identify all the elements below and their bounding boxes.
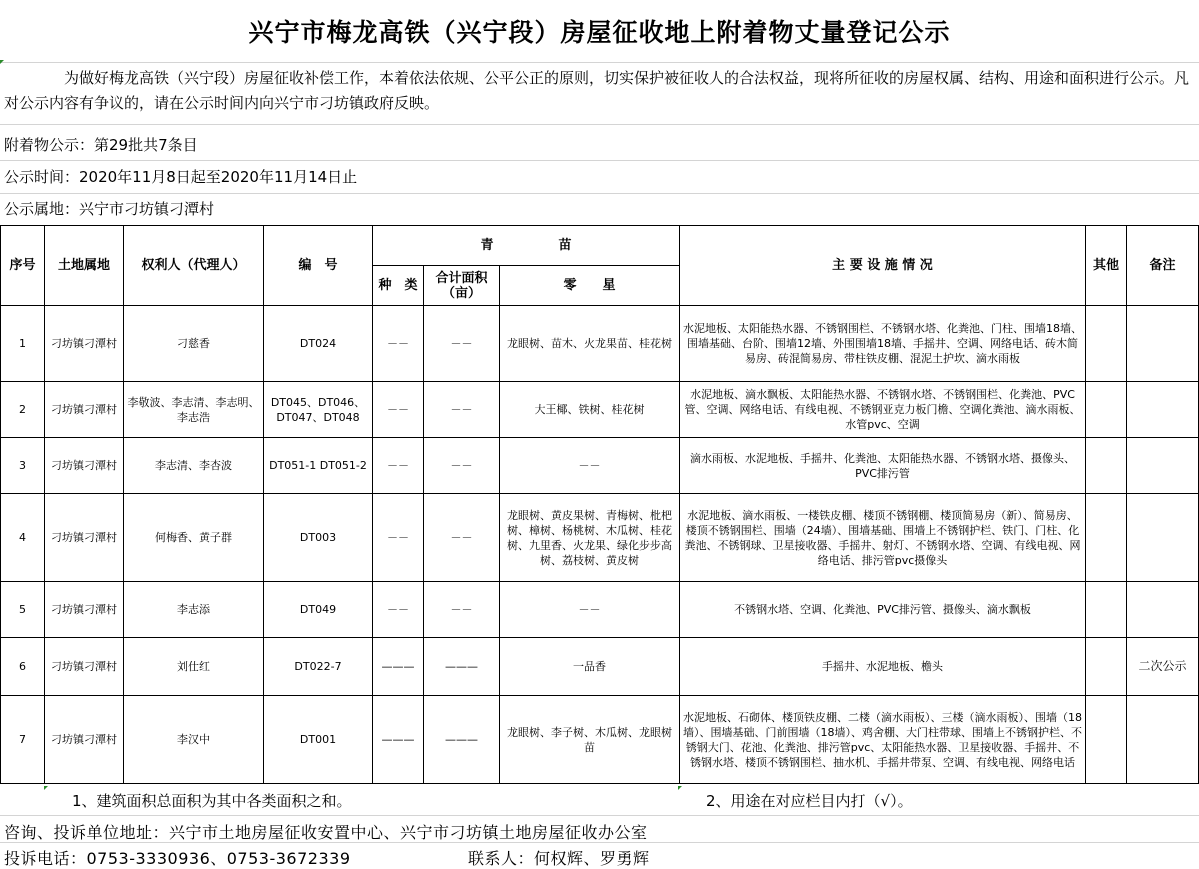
cell-species: －－ bbox=[373, 582, 424, 638]
period-info: 公示时间：2020年11月8日起至2020年11月14日止 bbox=[4, 168, 358, 186]
location-info: 公示属地：兴宁市刁坊镇刁潭村 bbox=[4, 200, 215, 218]
cell-species: －－ bbox=[373, 306, 424, 382]
cell-land: 刁坊镇刁潭村 bbox=[45, 306, 124, 382]
cell-area: －－ bbox=[424, 582, 500, 638]
registration-table bbox=[0, 225, 1199, 784]
cell-other bbox=[1086, 582, 1127, 638]
cell-code: DT001 bbox=[264, 696, 373, 784]
cell-land: 刁坊镇刁潭村 bbox=[45, 638, 124, 696]
cell-owner: 刁慈香 bbox=[124, 306, 264, 382]
page-title: 兴宁市梅龙高铁（兴宁段）房屋征收地上附着物丈量登记公示 bbox=[0, 0, 1199, 63]
cell-owner: 李敬波、李志清、李志明、李志浩 bbox=[124, 382, 264, 438]
table-row bbox=[1, 494, 1199, 582]
cell-scattered: 一品香 bbox=[500, 638, 680, 696]
note-2: 2、用途在对应栏目内打（√）。 bbox=[706, 792, 913, 810]
cell-remark: 二次公示 bbox=[1127, 638, 1199, 696]
note-1: 1、建筑面积总面积为其中各类面积之和。 bbox=[72, 792, 352, 810]
cell-facilities: 手摇井、水泥地板、檐头 bbox=[680, 638, 1086, 696]
cell-facilities: 水泥地板、石砌体、楼顶铁皮棚、二楼（滴水雨板）、三楼（滴水雨板）、围墙（18墙）、围墙基础、门前围墙（18墙）、鸡舍棚、大门柱带球、围墙上不锈钢护栏、不锈钢大门、花池、化粪池、排污管pvc、太阳能热水器、卫星接收器、手摇井、不锈钢水塔、楼顶不锈钢围栏、抽水机、手摇井带泵、空调、有线电视、网络电话 bbox=[680, 696, 1086, 784]
cell-land: 刁坊镇刁潭村 bbox=[45, 582, 124, 638]
header-code: 编 号 bbox=[264, 226, 373, 306]
cell-area: ——— bbox=[424, 638, 500, 696]
table-row bbox=[1, 306, 1199, 382]
cell-remark bbox=[1127, 582, 1199, 638]
cell-index: 3 bbox=[1, 438, 45, 494]
cell-species: －－ bbox=[373, 438, 424, 494]
cell-scattered: －－ bbox=[500, 582, 680, 638]
divider bbox=[0, 124, 1199, 125]
cell-land: 刁坊镇刁潭村 bbox=[45, 382, 124, 438]
cell-facilities: 滴水雨板、水泥地板、手摇井、化粪池、太阳能热水器、不锈钢水塔、摄像头、PVC排污管 bbox=[680, 438, 1086, 494]
cell-remark bbox=[1127, 382, 1199, 438]
footer-contact: 联系人：何权辉、罗勇辉 bbox=[468, 849, 650, 868]
divider bbox=[0, 815, 1199, 816]
cell-index: 6 bbox=[1, 638, 45, 696]
cell-other bbox=[1086, 306, 1127, 382]
cell-species: －－ bbox=[373, 382, 424, 438]
cell-land: 刁坊镇刁潭村 bbox=[45, 494, 124, 582]
divider bbox=[0, 842, 1199, 843]
header-index: 序号 bbox=[1, 226, 45, 306]
footer-address: 咨询、投诉单位地址：兴宁市土地房屋征收安置中心、兴宁市刁坊镇土地房屋征收办公室 bbox=[4, 823, 648, 842]
intro-paragraph: 为做好梅龙高铁（兴宁段）房屋征收补偿工作，本着依法依规、公平公正的原则，切实保护被征收人的合法权益，现将所征收的房屋权属、结构、用途和面积进行公示。凡对公示内容有争议的，请在公示时间内向兴宁市刁坊镇政府反映。 bbox=[4, 69, 1190, 112]
cell-index: 5 bbox=[1, 582, 45, 638]
cell-marker bbox=[0, 60, 4, 64]
header-green: 青 苗 bbox=[373, 226, 680, 266]
cell-remark bbox=[1127, 306, 1199, 382]
header-owner: 权利人（代理人） bbox=[124, 226, 264, 306]
header-land: 土地属地 bbox=[45, 226, 124, 306]
table-row bbox=[1, 696, 1199, 784]
cell-marker bbox=[44, 786, 48, 790]
footer-phone: 投诉电话：0753-3330936、0753-3672339 bbox=[4, 849, 351, 868]
cell-facilities: 不锈钢水塔、空调、化粪池、PVC排污管、摄像头、滴水飘板 bbox=[680, 582, 1086, 638]
cell-other bbox=[1086, 494, 1127, 582]
cell-facilities: 水泥地板、滴水雨板、一楼铁皮棚、楼顶不锈钢棚、楼顶简易房（新）、简易房、楼顶不锈钢围栏、围墙（24墙）、围墙基础、围墙上不锈钢护栏、铁门、门柱、化粪池、不锈钢球、卫星接收器、手摇井、射灯、不锈钢水塔、空调、有线电视、网络电话、排污管pvc摄像头 bbox=[680, 494, 1086, 582]
cell-area: －－ bbox=[424, 382, 500, 438]
batch-info: 附着物公示：第29批共7条目 bbox=[4, 136, 198, 154]
cell-remark bbox=[1127, 696, 1199, 784]
cell-area: －－ bbox=[424, 306, 500, 382]
table-row bbox=[1, 382, 1199, 438]
header-scattered: 零 星 bbox=[500, 266, 680, 306]
cell-scattered: －－ bbox=[500, 438, 680, 494]
header-facilities: 主 要 设 施 情 况 bbox=[680, 226, 1086, 306]
cell-marker bbox=[678, 786, 682, 790]
cell-code: DT022-7 bbox=[264, 638, 373, 696]
cell-owner: 何梅香、黄子群 bbox=[124, 494, 264, 582]
cell-other bbox=[1086, 438, 1127, 494]
header-other: 其他 bbox=[1086, 226, 1127, 306]
cell-index: 7 bbox=[1, 696, 45, 784]
divider bbox=[0, 193, 1199, 194]
cell-index: 2 bbox=[1, 382, 45, 438]
cell-remark bbox=[1127, 438, 1199, 494]
divider bbox=[0, 160, 1199, 161]
cell-land: 刁坊镇刁潭村 bbox=[45, 696, 124, 784]
cell-index: 1 bbox=[1, 306, 45, 382]
cell-code: DT045、DT046、DT047、DT048 bbox=[264, 382, 373, 438]
header-remark: 备注 bbox=[1127, 226, 1199, 306]
table-row bbox=[1, 638, 1199, 696]
cell-other bbox=[1086, 382, 1127, 438]
header-species: 种 类 bbox=[373, 266, 424, 306]
cell-code: DT024 bbox=[264, 306, 373, 382]
cell-owner: 刘仕红 bbox=[124, 638, 264, 696]
cell-scattered: 龙眼树、李子树、木瓜树、龙眼树苗 bbox=[500, 696, 680, 784]
cell-index: 4 bbox=[1, 494, 45, 582]
cell-area: －－ bbox=[424, 438, 500, 494]
cell-remark bbox=[1127, 494, 1199, 582]
cell-species: ——— bbox=[373, 638, 424, 696]
cell-other bbox=[1086, 638, 1127, 696]
cell-other bbox=[1086, 696, 1127, 784]
cell-species: －－ bbox=[373, 494, 424, 582]
cell-area: ——— bbox=[424, 696, 500, 784]
table-row bbox=[1, 582, 1199, 638]
cell-facilities: 水泥地板、太阳能热水器、不锈钢围栏、不锈钢水塔、化粪池、门柱、围墙18墙、围墙基础、台阶、围墙12墙、外围围墙18墙、手摇井、空调、网络电话、砖木简易房、砖混简易房、带柱铁皮棚、混泥土护坎、滴水雨板 bbox=[680, 306, 1086, 382]
cell-scattered: 大王椰、铁树、桂花树 bbox=[500, 382, 680, 438]
cell-facilities: 水泥地板、滴水飘板、太阳能热水器、不锈钢水塔、不锈钢围栏、化粪池、PVC管、空调、网络电话、有线电视、不锈钢亚克力板门檐、空调化粪池、滴水雨板、水管pvc、空调 bbox=[680, 382, 1086, 438]
cell-code: DT003 bbox=[264, 494, 373, 582]
header-area: 合计面积（亩） bbox=[424, 266, 500, 306]
cell-land: 刁坊镇刁潭村 bbox=[45, 438, 124, 494]
cell-code: DT049 bbox=[264, 582, 373, 638]
cell-code: DT051-1 DT051-2 bbox=[264, 438, 373, 494]
cell-scattered: 龙眼树、苗木、火龙果苗、桂花树 bbox=[500, 306, 680, 382]
cell-owner: 李志添 bbox=[124, 582, 264, 638]
cell-owner: 李志清、李杏波 bbox=[124, 438, 264, 494]
cell-species: ——— bbox=[373, 696, 424, 784]
cell-owner: 李汉中 bbox=[124, 696, 264, 784]
table-row bbox=[1, 438, 1199, 494]
cell-area: －－ bbox=[424, 494, 500, 582]
cell-scattered: 龙眼树、黄皮果树、青梅树、枇杷树、樟树、杨桃树、木瓜树、桂花树、九里香、火龙果、绿化步步高树、荔枝树、黄皮树 bbox=[500, 494, 680, 582]
